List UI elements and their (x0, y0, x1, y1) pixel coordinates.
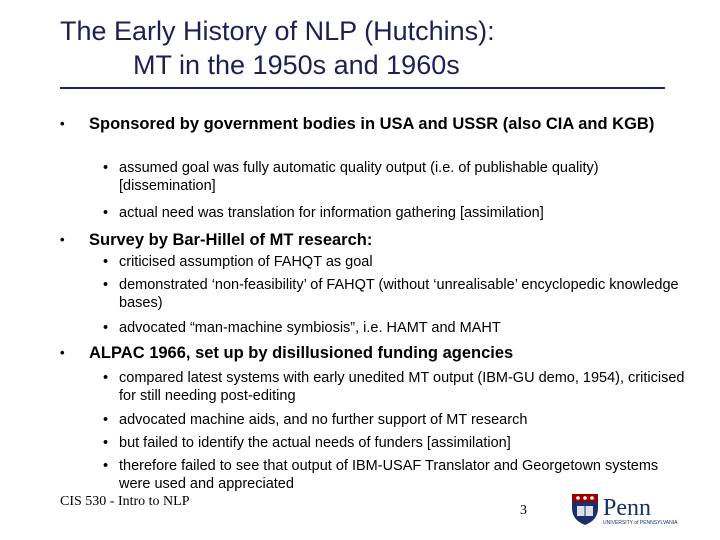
bullet-marker-icon: • (60, 116, 65, 131)
footer-course: CIS 530 - Intro to NLP (60, 494, 190, 509)
sub-bullet-marker-icon: • (103, 254, 109, 270)
page-title (60, 14, 660, 82)
sub-bullet-marker-icon: • (103, 370, 109, 386)
title-divider (60, 87, 665, 89)
penn-shield-icon (572, 494, 598, 525)
sub-bullet (103, 411, 688, 429)
sub-bullet-text: demonstrated ‘non-feasibility’ of FAHQT (without ‘unrealisable’ encyclopedic knowledge bases) (119, 277, 679, 311)
sub-bullet (103, 457, 688, 493)
penn-logo (570, 492, 692, 526)
sub-bullet-text: advocated machine aids, and no further support of MT research (119, 412, 528, 428)
sub-bullet-text: advocated “man-machine symbiosis”, i.e. HAMT and MAHT (119, 320, 501, 336)
sub-bullet (103, 319, 688, 337)
sub-bullet (103, 159, 688, 195)
bullet-text: ALPAC 1966, set up by disillusioned funding agencies (89, 344, 514, 362)
sub-bullet-marker-icon: • (103, 458, 109, 474)
sub-bullet-text: therefore failed to see that output of IBM-USAF Translator and Georgetown systems were used and appreciated (119, 458, 659, 492)
bullet-bar-hillel (60, 230, 665, 250)
page-number: 3 (520, 503, 527, 518)
bullet-marker-icon: • (60, 345, 65, 360)
bullet-sponsored (60, 114, 665, 134)
sub-bullet-text: assumed goal was fully automatic quality output (i.e. of publishable quality) [dissemination] (119, 160, 599, 194)
bullet-text: Sponsored by government bodies in USA and USSR (also CIA and KGB) (89, 115, 655, 133)
sub-bullet-text: actual need was translation for information gathering [assimilation] (119, 205, 544, 221)
sub-bullet (103, 253, 688, 271)
sub-bullet (103, 369, 688, 405)
bullet-alpac (60, 343, 665, 363)
title-line-1: The Early History of NLP (Hutchins): (60, 16, 495, 46)
sub-bullet-marker-icon: • (103, 160, 109, 176)
sub-bullet-marker-icon: • (103, 435, 109, 451)
bullet-text: Survey by Bar-Hillel of MT research: (89, 231, 373, 249)
title-line-2: MT in the 1950s and 1960s (133, 50, 460, 80)
sub-bullet-text: compared latest systems with early unedited MT output (IBM-GU demo, 1954), criticised for still needing post-editing (119, 370, 685, 404)
sub-bullet-text: but failed to identify the actual needs of funders [assimilation] (119, 435, 511, 451)
sub-bullet-marker-icon: • (103, 205, 109, 221)
bullet-marker-icon: • (60, 232, 65, 247)
sub-bullet-text: criticised assumption of FAHQT as goal (119, 254, 373, 270)
sub-bullet (103, 434, 688, 452)
logo-subtext: UNIVERSITY of PENNSYLVANIA (603, 520, 678, 526)
sub-bullet (103, 276, 688, 312)
sub-bullet (103, 204, 688, 222)
sub-bullet-marker-icon: • (103, 412, 109, 428)
sub-bullet-marker-icon: • (103, 320, 109, 336)
logo-wordmark: Penn (603, 495, 651, 521)
sub-bullet-marker-icon: • (103, 277, 109, 293)
